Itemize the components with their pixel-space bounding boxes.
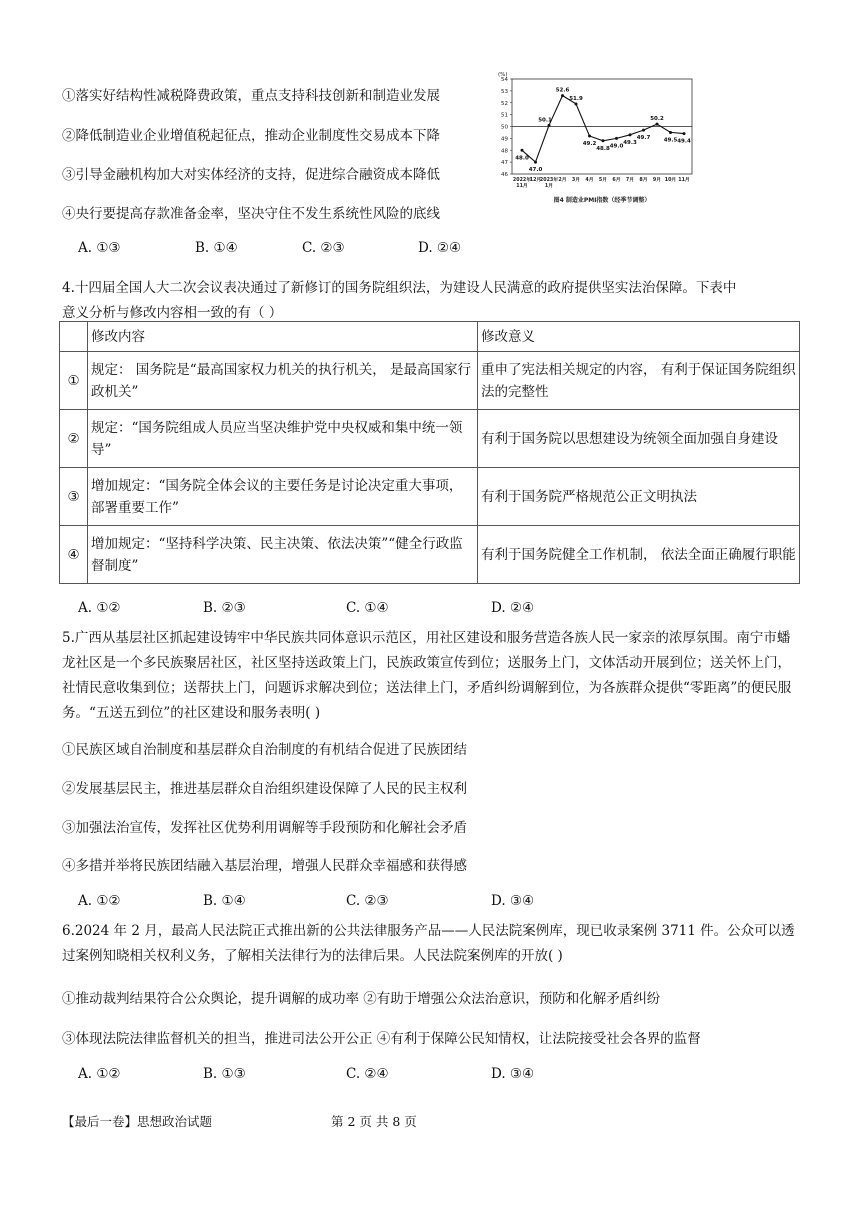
row-number: ① <box>60 352 88 410</box>
y-tick-label: 50 <box>501 124 508 131</box>
q3-option-a[interactable]: A. ①③ <box>78 240 121 256</box>
y-tick-label: 47 <box>501 160 508 167</box>
data-point <box>629 133 632 136</box>
data-point <box>588 135 591 138</box>
q4-stem-line1: 4.十四届全国人大二次会议表决通过了新修订的国务院组织法，为建设人民满意的政府提供坚实法治保障。下表中 <box>62 280 737 296</box>
q3-statement-4: ④央行要提高存款准备金率，坚决守住不发生系统性风险的底线 <box>62 206 440 222</box>
table-row <box>60 410 800 468</box>
footer-title: 【最后一卷】思想政治试题 <box>62 1114 213 1129</box>
q3-statement-2: ②降低制造业企业增值税起征点，推动企业制度性交易成本下降 <box>62 128 440 144</box>
q3-option-c[interactable]: C. ②③ <box>302 240 345 256</box>
q5-option-b[interactable]: B. ①④ <box>203 893 246 909</box>
data-label: 50.2 <box>650 116 664 123</box>
y-tick-label: 48 <box>501 148 508 155</box>
q5-option-a[interactable]: A. ①② <box>78 893 121 909</box>
table-row <box>60 526 800 584</box>
table-header-meaning: 修改意义 <box>478 322 800 352</box>
y-axis-unit: (%) <box>498 72 508 78</box>
data-point <box>575 102 578 105</box>
data-point <box>615 137 618 140</box>
data-point <box>642 129 645 132</box>
x-tick-label: 9月 <box>652 178 662 183</box>
table-row <box>60 468 800 526</box>
pmi-line-chart <box>486 66 788 214</box>
q4-stem-line2: 意义分析与修改内容相一致的有（ ） <box>62 305 283 321</box>
q4-option-c[interactable]: C. ①④ <box>346 600 389 616</box>
table-cell <box>60 322 88 352</box>
row-meaning: 重申了宪法相关规定的内容， 有利于保证国务院组织法的完整性 <box>478 352 800 410</box>
q5-statement-3: ③加强法治宣传，发挥社区优势利用调解等手段预防和化解社会矛盾 <box>62 820 467 836</box>
y-tick-label: 53 <box>501 88 508 95</box>
q4-option-a[interactable]: A. ①② <box>78 600 121 616</box>
x-tick-label: 2022年 <box>512 178 532 183</box>
chart-title: 图4 制造业PMI指数（经季节调整） <box>553 197 651 204</box>
data-point <box>656 123 659 126</box>
data-label: 48.8 <box>596 145 610 152</box>
q4-option-b[interactable]: B. ②③ <box>203 600 246 616</box>
row-meaning: 有利于国务院健全工作机制， 依法全面正确履行职能 <box>478 526 800 584</box>
data-point <box>534 161 537 164</box>
q6-statements-line2: ③体现法院法律监督机关的担当，推进司法公开公正 ④有利于保障公民知情权，让法院接受社会各界的监督 <box>62 1031 701 1047</box>
row-content: 增加规定：“国务院全体会议的主要任务是讨论决定重大事项， 部署重要工作” <box>88 468 478 526</box>
x-tick-label: 7月 <box>625 178 635 183</box>
series-line <box>522 96 684 163</box>
data-point <box>561 94 564 97</box>
x-tick-label: 4月 <box>585 178 594 183</box>
data-point <box>521 149 524 152</box>
table-header-content: 修改内容 <box>88 322 478 352</box>
data-point <box>548 124 551 127</box>
data-label: 49.4 <box>677 138 691 145</box>
data-label: 51.9 <box>569 95 583 102</box>
q5-statement-1: ①民族区域自治制度和基层群众自治制度的有机结合促进了民族团结 <box>62 742 467 758</box>
data-label: 50.1 <box>538 117 552 124</box>
row-number: ② <box>60 410 88 468</box>
data-point <box>683 132 686 135</box>
q3-option-d[interactable]: D. ②④ <box>418 240 462 256</box>
q6-statements-line1: ①推动裁判结果符合公众舆论，提升调解的成功率 ②有助于增强公众法治意识，预防和化解矛盾纠纷 <box>62 991 661 1007</box>
q6-stem: 6.2024 年 2 月，最高人民法院正式推出新的公共法律服务产品——人民法院案例库，现已收录案例 3711 件。公众可以透过案例知晓相关权利义务，了解相关法律行为的法律后果。人民法院案例库的开放( ) <box>62 923 795 964</box>
q5-option-c[interactable]: C. ②③ <box>346 893 389 909</box>
row-number: ④ <box>60 526 88 584</box>
x-tick-label: 2月 <box>558 178 567 183</box>
page-number: 第 2 页 共 8 页 <box>331 1114 417 1129</box>
x-tick-label: 12月 <box>529 178 542 183</box>
data-label: 49.5 <box>663 137 678 144</box>
q3-option-b[interactable]: B. ①④ <box>195 240 238 256</box>
y-tick-label: 49 <box>501 136 508 143</box>
data-label: 49.0 <box>609 143 624 150</box>
y-tick-label: 46 <box>501 172 508 178</box>
x-tick-label: 11月 <box>516 184 528 189</box>
q6-option-d[interactable]: D. ③④ <box>491 1066 535 1082</box>
row-meaning: 有利于国务院以思想建设为统领全面加强自身建设 <box>478 410 800 468</box>
q3-statement-3: ③引导金融机构加大对实体经济的支持，促进综合融资成本降低 <box>62 167 440 183</box>
x-tick-label: 8月 <box>639 178 648 183</box>
x-tick-label: 6月 <box>612 178 621 183</box>
row-meaning: 有利于国务院严格规范公正文明执法 <box>478 468 800 526</box>
q5-stem: 5.广西从基层社区抓起建设铸牢中华民族共同体意识示范区，用社区建设和服务营造各族人民一家亲的浓厚氛围。南宁市蟠龙社区是一个多民族聚居社区，社区坚持送政策上门，民族政策宣传到位；送服务上门，文体活动开展到位；送关怀上门，社情民意收集到位；送帮扶上门，问题诉求解决到位；送法律上门，矛盾纠纷调解到位，为各族群众提供“零距离”的便民服务。“五送五到位”的社区建设和服务表明( ) <box>62 630 792 721</box>
q6-option-a[interactable]: A. ①② <box>78 1066 121 1082</box>
x-tick-label: 11月 <box>678 178 690 183</box>
row-content: 规定：“国务院组成人员应当坚决维护党中央权威和集中统一领导” <box>88 410 478 468</box>
q4-table <box>59 321 800 584</box>
y-tick-label: 54 <box>501 77 508 83</box>
x-tick-label: 1月 <box>544 184 554 189</box>
x-tick-label: 3月 <box>571 178 581 183</box>
x-tick-label: 5月 <box>598 178 608 183</box>
q4-option-d[interactable]: D. ②④ <box>491 600 535 616</box>
data-label: 49.7 <box>636 135 651 142</box>
y-tick-label: 52 <box>501 100 508 107</box>
row-content: 增加规定：“坚持科学决策、民主决策、依法决策”“健全行政监督制度” <box>88 526 478 584</box>
data-label: 49.2 <box>582 141 597 147</box>
q5-statement-4: ④多措并举将民族团结融入基层治理，增强人民群众幸福感和获得感 <box>62 858 467 874</box>
q6-option-b[interactable]: B. ①③ <box>203 1066 246 1082</box>
q6-option-c[interactable]: C. ②④ <box>346 1066 389 1082</box>
table-header-row <box>60 322 800 352</box>
data-label: 52.6 <box>555 87 570 94</box>
data-point <box>602 139 605 142</box>
q3-statement-1: ①落实好结构性减税降费政策，重点支持科技创新和制造业发展 <box>62 88 440 104</box>
row-content: 规定： 国务院是“最高国家权力机关的执行机关， 是最高国家行政机关” <box>88 352 478 410</box>
x-tick-label: 10月 <box>664 178 677 183</box>
y-tick-label: 51 <box>501 112 508 119</box>
q5-option-d[interactable]: D. ③④ <box>491 893 535 909</box>
q5-statement-2: ②发展基层民主，推进基层群众自治组织建设保障了人民的民主权利 <box>62 781 467 797</box>
data-label: 47.0 <box>528 167 543 174</box>
row-number: ③ <box>60 468 88 526</box>
data-label: 48.0 <box>515 155 529 162</box>
data-label: 49.3 <box>623 139 637 146</box>
data-point <box>669 131 672 134</box>
table-row <box>60 352 800 410</box>
x-tick-label: 2023年 <box>539 178 559 183</box>
